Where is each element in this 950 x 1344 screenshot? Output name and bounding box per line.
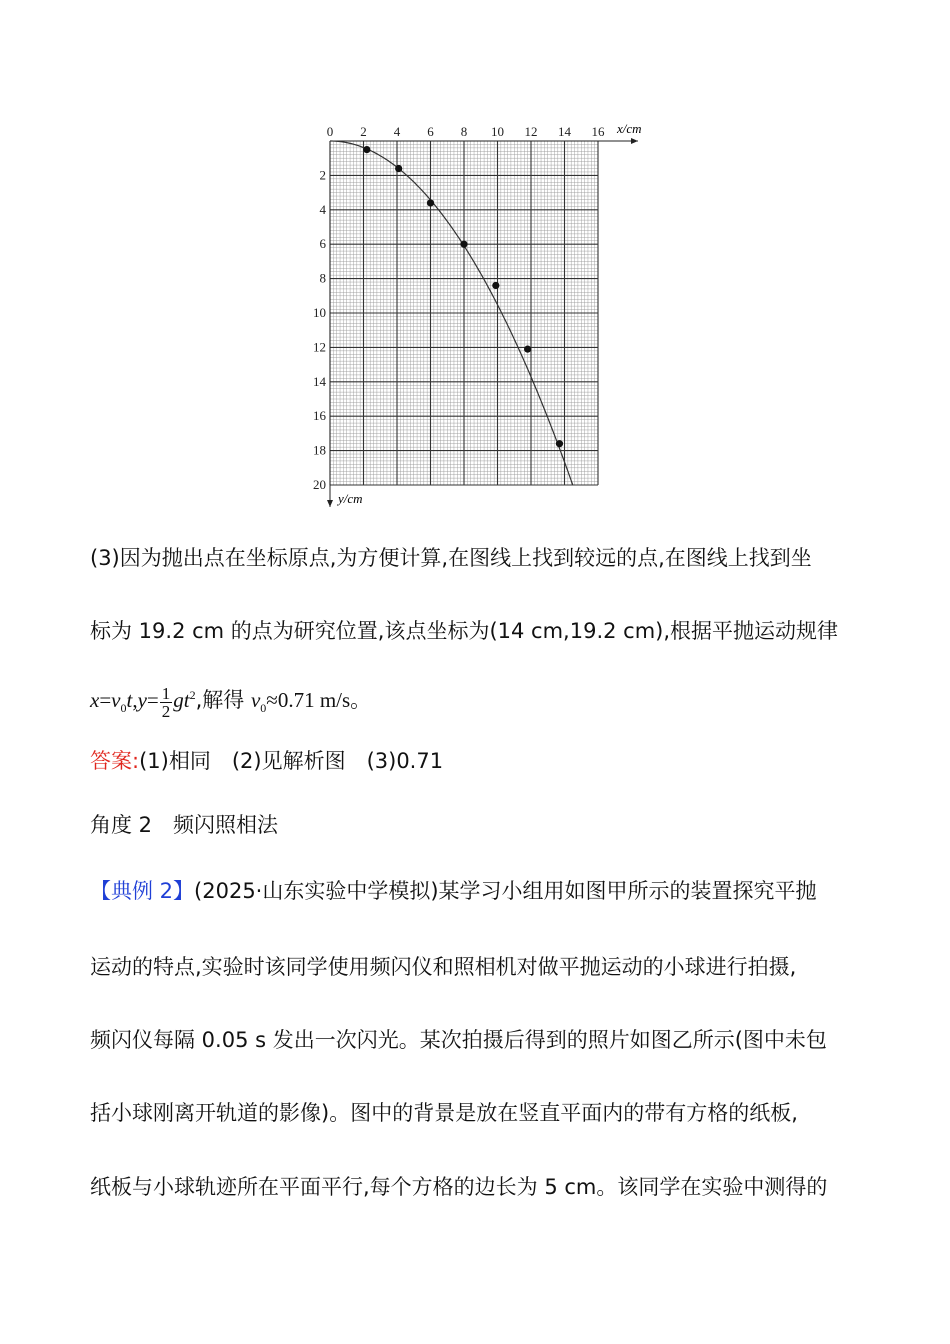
example-line-3: 频闪仪每隔 0.05 s 发出一次闪光。某次拍摄后得到的照片如图乙所示(图中未包 bbox=[90, 1028, 827, 1052]
eq-x: x bbox=[90, 688, 100, 712]
example-line-2: 运动的特点,实验时该同学使用频闪仪和照相机对做平抛运动的小球进行拍摄, bbox=[90, 955, 797, 979]
y-tick-label: 2 bbox=[319, 167, 326, 183]
y-tick-label: 16 bbox=[313, 408, 326, 424]
y-tick-label: 18 bbox=[313, 442, 326, 458]
answer-line bbox=[90, 746, 870, 776]
solution-line-2: 标为 19.2 cm 的点为研究位置,该点坐标为(14 cm,19.2 cm),根据平抛运动规律 bbox=[90, 619, 839, 643]
x-tick-label: 2 bbox=[360, 124, 367, 139]
data-points bbox=[363, 146, 563, 447]
example-line-1 bbox=[90, 876, 870, 906]
example-text-1: (2025·山东实验中学模拟)某学习小组用如图甲所示的装置探究平抛 bbox=[194, 879, 817, 903]
eq-y: y bbox=[137, 688, 147, 712]
solution-line-1: (3)因为抛出点在坐标原点,为方便计算,在图线上找到较远的点,在图线上找到坐 bbox=[90, 546, 812, 570]
y-tick-label: 20 bbox=[313, 477, 326, 492]
answer-label: 答案: bbox=[90, 749, 140, 773]
angle-heading: 角度 2 频闪照相法 bbox=[90, 813, 279, 837]
eq-sub-0-b: 0 bbox=[260, 701, 267, 716]
eq-numerator: 1 bbox=[161, 683, 171, 703]
x-tick-label: 16 bbox=[591, 124, 605, 139]
eq-sub-0: 0 bbox=[120, 701, 127, 716]
data-point bbox=[363, 146, 370, 153]
x-tick-label: 12 bbox=[524, 124, 538, 139]
x-tick-label: 14 bbox=[558, 124, 571, 139]
data-point bbox=[395, 165, 402, 172]
y-tick-label: 12 bbox=[313, 339, 326, 355]
data-point bbox=[427, 199, 434, 206]
trajectory-graph bbox=[0, 0, 950, 520]
eq-sup-2: 2 bbox=[189, 688, 196, 702]
x-tick-label: 4 bbox=[393, 124, 401, 139]
y-tick-label: 4 bbox=[319, 201, 326, 217]
y-tick-label: 14 bbox=[313, 373, 326, 389]
eq-solve-text: ,解得 bbox=[195, 688, 251, 712]
eq-fraction bbox=[160, 685, 173, 720]
example-line-5: 纸板与小球轨迹所在平面平行,每个方格的边长为 5 cm。该同学在实验中测得的 bbox=[90, 1175, 828, 1199]
y-tick-label: 6 bbox=[319, 236, 326, 252]
data-point bbox=[524, 346, 531, 353]
y-axis-arrow bbox=[327, 500, 333, 507]
data-point bbox=[556, 440, 563, 447]
y-tick-label: 10 bbox=[313, 305, 326, 320]
eq-comma: , bbox=[132, 688, 138, 712]
eq-t2: t bbox=[183, 688, 190, 712]
data-point bbox=[492, 282, 499, 289]
answer-body: (1)相同 (2)见解析图 (3)0.71 bbox=[139, 749, 444, 773]
eq-denominator: 2 bbox=[161, 701, 171, 721]
x-axis-label: x/cm bbox=[617, 121, 642, 136]
example-label: 【典例 2】 bbox=[90, 879, 195, 903]
example-line-4: 括小球刚离开轨道的影像)。图中的背景是放在竖直平面内的带有方格的纸板, bbox=[90, 1101, 798, 1125]
eq-t: t bbox=[126, 688, 133, 712]
x-tick-label: 0 bbox=[326, 124, 334, 139]
y-axis-label: y/cm bbox=[338, 491, 363, 506]
y-tick-label: 8 bbox=[319, 270, 326, 286]
data-point bbox=[460, 241, 467, 248]
x-tick-label: 6 bbox=[427, 124, 434, 139]
eq-equals-2: = bbox=[146, 688, 159, 712]
eq-equals-1: = bbox=[99, 688, 112, 712]
x-tick-label: 8 bbox=[460, 124, 468, 139]
x-axis-arrow bbox=[631, 138, 638, 144]
equation-line bbox=[90, 677, 870, 721]
eq-g: g bbox=[173, 688, 184, 712]
eq-result: ≈0.71 m/s。 bbox=[266, 688, 372, 712]
x-tick-label: 10 bbox=[491, 124, 504, 139]
eq-v: v bbox=[111, 688, 121, 712]
eq-v0: v bbox=[250, 688, 261, 712]
